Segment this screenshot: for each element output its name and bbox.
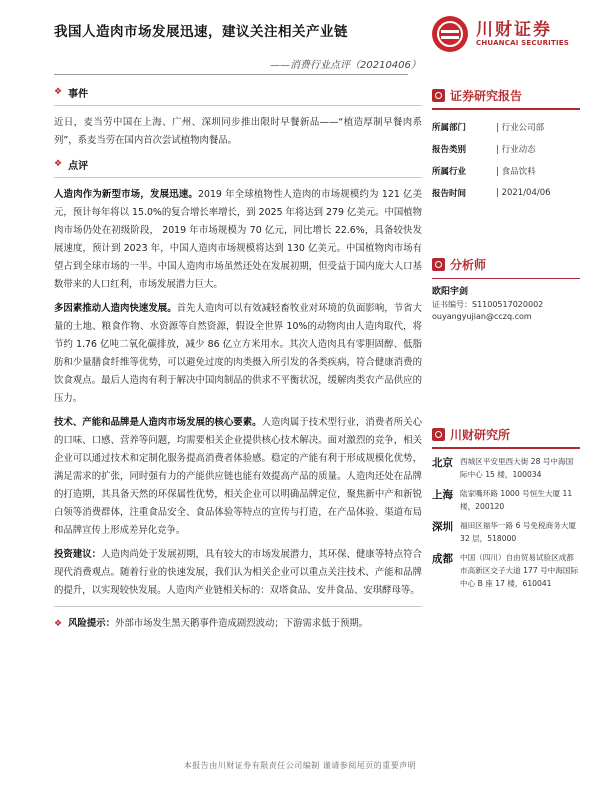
logo-name-cn: 川财证券 [476, 20, 552, 40]
header-divider [54, 74, 408, 75]
commentary-paragraph: 技术、产能和品牌是人造肉市场发展的核心要素。人造肉属于技术型行业，消费者所关心的口味、口感、营养等问题，均需要相关企业提供核心技术解决。面对激烈的竞争，相关企业可以通过技术和定制化服务提高消费者体验感。稳定的产能有利于形成规模化优势，满足需求的扩张，同时强有力的产能供应链也能有效提高产品的质量。人造肉还处在品牌的打造期，其具备天然的环保属性优势，相关企业可以明确品牌定位，聚焦新中产和新锐白领等消费群体，注重食品安全、食品体验等特点的宣传与打造，在产品体验、渠道布局和品牌宣传上形成差异化竞争。 [54, 417, 422, 536]
office-address: 深圳 福田区福华一路 6 号免税商务大厦 32 层，518000 [432, 520, 576, 543]
company-logo [432, 14, 582, 54]
institute-heading: 川财研究所 [432, 423, 580, 445]
logo-name-en: CHUANCAI SECURITIES [476, 39, 569, 47]
sidebar-divider [432, 108, 580, 110]
paragraph-lead: 人造肉作为新型市场，发展迅速。 [54, 189, 199, 200]
section-divider [54, 606, 422, 607]
analyst-icon [432, 258, 445, 271]
event-text: 近日，麦当劳中国在上海、广州、深圳同步推出限时早餐新品——“植造厚制早餐肉系列”，系麦当劳在国内首次尝试植物肉餐品。 [54, 117, 422, 146]
sidebar [432, 84, 580, 596]
office-address: 上海 陆家嘴环路 1000 号恒生大厦 11 楼，200120 [432, 488, 573, 511]
institute-icon [432, 428, 445, 441]
info-row: 所属部门 | 行业公司部 [432, 122, 545, 133]
logo-mark-icon [432, 16, 468, 52]
section-event-heading: ❖ 事件 [54, 87, 89, 100]
section-commentary-heading: ❖ 点评 [54, 159, 89, 172]
diamond-bullet-icon: ❖ [54, 87, 63, 97]
analyst-heading: 分析师 [432, 254, 580, 276]
report-info-heading: 证券研究报告 [432, 84, 580, 106]
paragraph-lead: 技术、产能和品牌是人造肉市场发展的核心要素。 [54, 417, 262, 428]
risk-text: ❖ 风险提示：外部市场发生黑天鹅事件造成剧烈波动；下游需求低于预期。 [54, 618, 369, 629]
commentary-paragraph: 投资建议：人造肉尚处于发展初期，具有较大的市场发展潜力，其环保、健康等特点符合现代消费观点。随着行业的快速发展，我们认为相关企业可以重点关注技术、产能和品牌的提升，以实现较快发展。人造肉产业链相关标的：双塔食品、安井食品、安琪酵母等。 [54, 549, 422, 596]
section-divider [54, 105, 422, 106]
sidebar-divider [432, 278, 580, 280]
paragraph-lead: 投资建议： [54, 549, 102, 560]
report-icon [432, 89, 445, 102]
analyst-name: 欧阳宇剑 [432, 287, 469, 297]
page-title: 我国人造肉市场发展迅速，建议关注相关产业链 [54, 24, 348, 40]
report-header [40, 14, 580, 76]
commentary-paragraph: 人造肉作为新型市场，发展迅速。2019 年全球植物性人造肉的市场规模约为 121 亿美元，预计每年将以 15.0%的复合增长率增长，到 2025 年将达到 279 亿美元。中国植物肉市场仍处在初级阶段， 2019 年市场规模为 70 亿元，同比增长 22.6%，具备较快发展速度，预计到 2023 年，中国人造肉市场规模将达到 130 亿美元。中国植物肉市场有望占到全球市场的一半。中国人造肉市场虽然还处在发展初期，但受益于国内庞大人口基数带来的人口红利，市场发展潜力巨大。 [54, 189, 422, 290]
office-address: 北京 西城区平安里西大街 28 号中海国际中心 15 楼，100034 [432, 456, 574, 479]
info-row: 报告类别 | 行业动态 [432, 144, 536, 155]
office-address: 成都 中国（四川）自由贸易试验区成都市高新区交子大道 177 号中海国际中心 B 座 17 楼，610041 [432, 552, 579, 588]
main-content [54, 84, 422, 639]
page-subtitle: ——消费行业点评（20210406） [270, 60, 421, 71]
risk-heading: 风险提示： [68, 618, 115, 629]
section-divider [54, 177, 422, 178]
sidebar-divider [432, 447, 580, 449]
paragraph-lead: 多因素推动人造肉快速发展。 [54, 303, 177, 314]
diamond-bullet-icon: ❖ [54, 159, 63, 169]
commentary-paragraph: 多因素推动人造肉快速发展。首先人造肉可以有效减轻畜牧业对环境的负面影响，节省大量的土地、粮食作物、水资源等自然资源，假设全世界 10%的动物肉由人造肉取代，将节约 1.76 亿吨二氧化碳排放，减少 86 亿立方米用水。其次人造肉具有零胆固醇、低脂肪和少量膳食纤维等优势，可以避免过度的肉类摄入所引发的各类疾病，符合健康消费的饮食观点。最后人造肉有利于解决中国肉制品的供求不平衡状况，缓解肉类农产品供应的压力。 [54, 303, 422, 404]
info-row: 报告时间 | 2021/04/06 [432, 187, 551, 199]
diamond-bullet-icon: ❖ [54, 619, 63, 629]
page-footer: 本报告由川财证券有限责任公司编制 谨请参阅尾页的重要声明 [183, 761, 417, 770]
info-row: 所属行业 | 食品饮料 [432, 166, 536, 177]
analyst-cert: 证书编号：S1100517020002 [432, 300, 544, 309]
analyst-email[interactable]: ouyangyujian@cczq.com [432, 312, 532, 321]
